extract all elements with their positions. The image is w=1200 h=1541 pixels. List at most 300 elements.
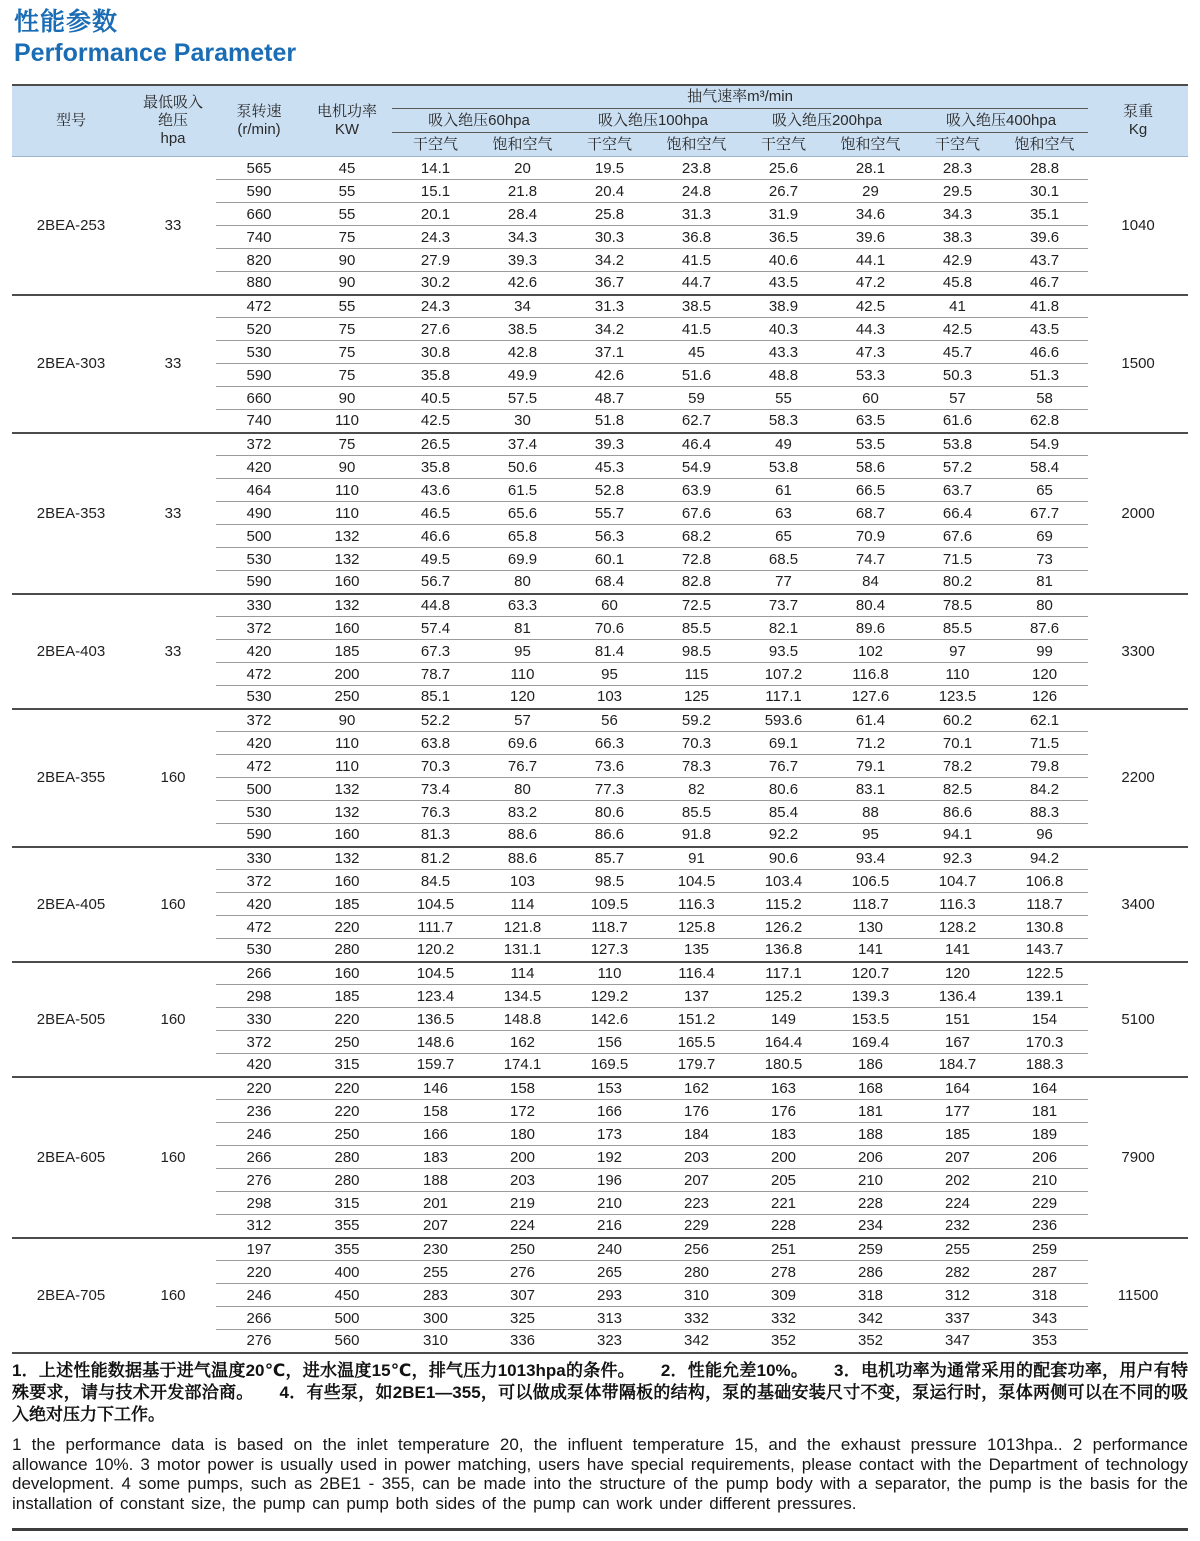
sat-200-cell: 206 — [827, 1146, 914, 1169]
sat-100-cell: 31.3 — [653, 203, 740, 226]
sat-100-cell: 256 — [653, 1238, 740, 1261]
dry-200-cell: 200 — [740, 1146, 827, 1169]
dry-400-cell: 38.3 — [914, 226, 1001, 249]
sat-100-cell: 45 — [653, 341, 740, 364]
dry-100-cell: 20.4 — [566, 180, 653, 203]
speed-cell: 266 — [216, 1307, 302, 1330]
dry-400-cell: 78.5 — [914, 594, 1001, 617]
sat-200-cell: 53.5 — [827, 433, 914, 456]
sat-400-cell: 62.1 — [1001, 709, 1088, 732]
speed-cell: 372 — [216, 709, 302, 732]
dry-400-cell: 337 — [914, 1307, 1001, 1330]
sat-200-cell: 127.6 — [827, 686, 914, 709]
dry-200-cell: 38.9 — [740, 295, 827, 318]
min-pressure-cell: 160 — [130, 709, 216, 847]
weight-cell: 2200 — [1088, 709, 1188, 847]
sat-100-cell: 78.3 — [653, 755, 740, 778]
sat-60-cell: 81 — [479, 617, 566, 640]
sat-400-cell: 287 — [1001, 1261, 1088, 1284]
dry-100-cell: 55.7 — [566, 502, 653, 525]
dry-200-cell: 115.2 — [740, 893, 827, 916]
power-cell: 75 — [302, 341, 392, 364]
speed-cell: 530 — [216, 548, 302, 571]
sat-60-cell: 121.8 — [479, 916, 566, 939]
dry-200-cell: 58.3 — [740, 410, 827, 433]
power-cell: 90 — [302, 249, 392, 272]
dry-400-cell: 184.7 — [914, 1054, 1001, 1077]
sat-400-cell: 130.8 — [1001, 916, 1088, 939]
dry-100-cell: 118.7 — [566, 916, 653, 939]
power-cell: 75 — [302, 318, 392, 341]
speed-cell: 420 — [216, 893, 302, 916]
dry-60-cell: 146 — [392, 1077, 479, 1100]
dry-200-cell: 251 — [740, 1238, 827, 1261]
speed-cell: 197 — [216, 1238, 302, 1261]
table-body — [12, 157, 1188, 1353]
sat-200-cell: 234 — [827, 1215, 914, 1238]
dry-200-cell: 309 — [740, 1284, 827, 1307]
dry-60-cell: 123.4 — [392, 985, 479, 1008]
power-cell: 55 — [302, 295, 392, 318]
speed-cell: 372 — [216, 433, 302, 456]
power-cell: 90 — [302, 456, 392, 479]
sat-200-cell: 153.5 — [827, 1008, 914, 1031]
sat-100-cell: 24.8 — [653, 180, 740, 203]
power-cell: 280 — [302, 1169, 392, 1192]
power-cell: 55 — [302, 180, 392, 203]
sat-60-cell: 172 — [479, 1100, 566, 1123]
min-pressure-cell: 160 — [130, 1238, 216, 1353]
dry-400-cell: 57.2 — [914, 456, 1001, 479]
sat-200-cell: 88 — [827, 801, 914, 824]
sat-100-cell: 104.5 — [653, 870, 740, 893]
sat-100-cell: 70.3 — [653, 732, 740, 755]
sat-400-cell: 318 — [1001, 1284, 1088, 1307]
sat-400-cell: 67.7 — [1001, 502, 1088, 525]
dry-100-cell: 42.6 — [566, 364, 653, 387]
power-cell: 110 — [302, 479, 392, 502]
sat-400-cell: 170.3 — [1001, 1031, 1088, 1054]
dry-400-cell: 42.9 — [914, 249, 1001, 272]
col-header-speed — [216, 85, 302, 157]
sat-60-cell: 69.6 — [479, 732, 566, 755]
dry-100-cell: 68.4 — [566, 571, 653, 594]
sat-200-cell: 47.3 — [827, 341, 914, 364]
dry-200-cell: 117.1 — [740, 962, 827, 985]
power-cell: 315 — [302, 1192, 392, 1215]
sat-60-cell: 203 — [479, 1169, 566, 1192]
speed-cell: 372 — [216, 1031, 302, 1054]
sat-100-cell: 51.6 — [653, 364, 740, 387]
dry-400-cell: 282 — [914, 1261, 1001, 1284]
dry-100-cell: 70.6 — [566, 617, 653, 640]
sat-200-cell: 169.4 — [827, 1031, 914, 1054]
dry-400-cell: 151 — [914, 1008, 1001, 1031]
power-cell: 185 — [302, 640, 392, 663]
sat-400-cell: 69 — [1001, 525, 1088, 548]
sat-400-cell: 143.7 — [1001, 939, 1088, 962]
dry-400-cell: 110 — [914, 663, 1001, 686]
dry-400-cell: 66.4 — [914, 502, 1001, 525]
speed-cell: 220 — [216, 1077, 302, 1100]
sat-60-cell: 50.6 — [479, 456, 566, 479]
sat-200-cell: 186 — [827, 1054, 914, 1077]
weight-cell: 7900 — [1088, 1077, 1188, 1238]
dry-200-cell: 36.5 — [740, 226, 827, 249]
sat-100-cell: 72.8 — [653, 548, 740, 571]
dry-60-cell: 20.1 — [392, 203, 479, 226]
sat-100-cell: 203 — [653, 1146, 740, 1169]
dry-400-cell: 57 — [914, 387, 1001, 410]
dry-400-cell: 45.8 — [914, 272, 1001, 295]
dry-60-cell: 148.6 — [392, 1031, 479, 1054]
sat-400-cell: 28.8 — [1029, 159, 1060, 177]
dry-100-cell: 51.8 — [566, 410, 653, 433]
sat-100-cell: 342 — [653, 1330, 740, 1353]
dry-60-cell: 81.2 — [392, 847, 479, 870]
dry-100-cell: 127.3 — [566, 939, 653, 962]
dry-200-cell: 40.3 — [740, 318, 827, 341]
speed-cell: 276 — [216, 1169, 302, 1192]
dry-400-cell: 60.2 — [914, 709, 1001, 732]
sat-400-cell: 96 — [1001, 824, 1088, 847]
dry-100-cell: 80.6 — [566, 801, 653, 824]
dry-60-cell: 300 — [392, 1307, 479, 1330]
dry-400-cell: 28.3 — [942, 159, 973, 177]
dry-60-cell: 255 — [392, 1261, 479, 1284]
col-header-min-pressure-line2: 绝压 — [157, 111, 188, 129]
dry-400-cell: 224 — [914, 1192, 1001, 1215]
sat-100-cell: 54.9 — [653, 456, 740, 479]
sat-200-cell: 60 — [827, 387, 914, 410]
sat-400-cell: 51.3 — [1001, 364, 1088, 387]
dry-100-cell: 216 — [566, 1215, 653, 1238]
sat-100-cell: 151.2 — [653, 1008, 740, 1031]
dry-100-cell: 103 — [566, 686, 653, 709]
dry-100-cell: 166 — [566, 1100, 653, 1123]
power-cell: 110 — [302, 732, 392, 755]
sat-200-cell: 141 — [827, 939, 914, 962]
model-cell: 2BEA-303 — [12, 295, 130, 433]
sat-60-cell: 34 — [479, 295, 566, 318]
dry-400-cell: 92.3 — [914, 847, 1001, 870]
dry-60-cell: 104.5 — [392, 962, 479, 985]
dry-60-cell: 30.8 — [392, 341, 479, 364]
speed-cell: 530 — [216, 341, 302, 364]
dry-60-cell: 63.8 — [392, 732, 479, 755]
sat-60-cell: 307 — [479, 1284, 566, 1307]
dry-200-cell: 176 — [740, 1100, 827, 1123]
dry-400-cell: 97 — [914, 640, 1001, 663]
dry-400-cell: 202 — [914, 1169, 1001, 1192]
sat-60-cell: 120 — [479, 686, 566, 709]
power-cell: 132 — [302, 594, 392, 617]
speed-cell: 266 — [216, 1146, 302, 1169]
dry-100-cell: 210 — [566, 1192, 653, 1215]
dry-100-cell: 39.3 — [566, 433, 653, 456]
speed-cell: 420 — [216, 1054, 302, 1077]
sat-200-cell: 63.5 — [827, 410, 914, 433]
sat-400-cell: 120 — [1001, 663, 1088, 686]
dry-200-cell: 90.6 — [740, 847, 827, 870]
sat-200-cell: 168 — [827, 1077, 914, 1100]
sat-100-cell: 59 — [653, 387, 740, 410]
bottom-divider — [12, 1528, 1188, 1531]
sat-200-cell: 102 — [827, 640, 914, 663]
dry-60-cell: 111.7 — [392, 916, 479, 939]
sat-400-cell: 58 — [1001, 387, 1088, 410]
power-cell: 355 — [302, 1215, 392, 1238]
sat-60-cell: 76.7 — [479, 755, 566, 778]
sat-400-cell: 84.2 — [1001, 778, 1088, 801]
sat-200-cell: 95 — [827, 824, 914, 847]
dry-200-cell: 107.2 — [740, 663, 827, 686]
sat-60-cell: 38.5 — [479, 318, 566, 341]
power-cell: 75 — [302, 433, 392, 456]
dry-60-cell: 283 — [392, 1284, 479, 1307]
sat-60-cell: 80 — [479, 778, 566, 801]
sat-60-cell: 39.3 — [479, 249, 566, 272]
sat-200-cell: 93.4 — [827, 847, 914, 870]
sat-200-cell: 181 — [827, 1100, 914, 1123]
dry-200-cell: 76.7 — [740, 755, 827, 778]
dry-400-cell: 123.5 — [914, 686, 1001, 709]
power-cell: 450 — [302, 1284, 392, 1307]
sat-100-cell: 179.7 — [653, 1054, 740, 1077]
dry-100-cell: 37.1 — [566, 341, 653, 364]
dry-60-cell: 35.8 — [392, 456, 479, 479]
dry-200-cell: 85.4 — [740, 801, 827, 824]
sat-400-cell: 259 — [1001, 1238, 1088, 1261]
speed-cell: 372 — [216, 617, 302, 640]
dry-100-cell: 110 — [566, 962, 653, 985]
dry-200-cell: 43.5 — [740, 272, 827, 295]
table-row — [12, 1238, 1188, 1261]
dry-200-cell: 25.6 — [768, 159, 799, 177]
table-row — [12, 1077, 1188, 1100]
sat-100-cell: 62.7 — [653, 410, 740, 433]
col-header-saturated-air: 饱和空气 — [1001, 133, 1088, 157]
speed-cell: 500 — [216, 778, 302, 801]
dry-400-cell: 85.5 — [914, 617, 1001, 640]
dry-200-cell: 61 — [740, 479, 827, 502]
sat-200-cell: 342 — [827, 1307, 914, 1330]
sat-200-cell: 39.6 — [827, 226, 914, 249]
col-header-weight-line2: Kg — [1128, 120, 1148, 138]
power-cell: 560 — [302, 1330, 392, 1353]
sat-100-cell: 135 — [653, 939, 740, 962]
dry-200-cell: 117.1 — [740, 686, 827, 709]
sat-100-cell: 310 — [653, 1284, 740, 1307]
sat-60-cell: 21.8 — [479, 180, 566, 203]
sat-400-cell: 154 — [1001, 1008, 1088, 1031]
dry-60-cell: 27.9 — [392, 249, 479, 272]
dry-60-cell: 44.8 — [392, 594, 479, 617]
dry-200-cell: 82.1 — [740, 617, 827, 640]
sat-60-cell: 174.1 — [479, 1054, 566, 1077]
sat-100-cell: 68.2 — [653, 525, 740, 548]
dry-100-cell: 169.5 — [566, 1054, 653, 1077]
sat-200-cell: 66.5 — [827, 479, 914, 502]
power-cell: 200 — [302, 663, 392, 686]
speed-cell: 740 — [216, 226, 302, 249]
dry-100-cell: 95 — [566, 663, 653, 686]
dry-100-cell: 81.4 — [566, 640, 653, 663]
table-header — [12, 85, 1188, 157]
dry-100-cell: 66.3 — [566, 732, 653, 755]
sat-100-cell: 91.8 — [653, 824, 740, 847]
speed-cell: 246 — [216, 1284, 302, 1307]
sat-60-cell: 63.3 — [479, 594, 566, 617]
sat-400-cell: 46.7 — [1001, 272, 1088, 295]
speed-cell: 246 — [216, 1123, 302, 1146]
sat-200-cell: 84 — [827, 571, 914, 594]
sat-200-cell: 34.6 — [827, 203, 914, 226]
dry-100-cell: 240 — [566, 1238, 653, 1261]
dry-400-cell: 347 — [914, 1330, 1001, 1353]
sat-200-cell: 139.3 — [827, 985, 914, 1008]
sat-200-cell: 80.4 — [827, 594, 914, 617]
speed-cell: 420 — [216, 732, 302, 755]
dry-400-cell: 104.7 — [914, 870, 1001, 893]
power-cell: 160 — [302, 617, 392, 640]
sat-60-cell: 65.8 — [479, 525, 566, 548]
sat-200-cell: 118.7 — [827, 893, 914, 916]
model-cell: 2BEA-605 — [12, 1077, 130, 1238]
power-cell: 250 — [302, 1031, 392, 1054]
dry-60-cell: 14.1 — [420, 159, 451, 177]
dry-100-cell: 323 — [566, 1330, 653, 1353]
sat-60-cell: 276 — [479, 1261, 566, 1284]
power-cell: 45 — [338, 159, 356, 177]
sat-60-cell: 34.3 — [479, 226, 566, 249]
sat-100-cell: 82.8 — [653, 571, 740, 594]
speed-cell: 372 — [216, 870, 302, 893]
dry-100-cell: 56 — [566, 709, 653, 732]
sat-60-cell: 57 — [479, 709, 566, 732]
sat-400-cell: 126 — [1001, 686, 1088, 709]
sat-400-cell: 122.5 — [1001, 962, 1088, 985]
dry-60-cell: 85.1 — [392, 686, 479, 709]
dry-60-cell: 43.6 — [392, 479, 479, 502]
sat-200-cell: 44.1 — [827, 249, 914, 272]
dry-60-cell: 73.4 — [392, 778, 479, 801]
sat-200-cell: 210 — [827, 1169, 914, 1192]
sat-400-cell: 35.1 — [1001, 203, 1088, 226]
dry-400-cell: 71.5 — [914, 548, 1001, 571]
weight-cell: 1500 — [1088, 295, 1188, 433]
sat-100-cell: 223 — [653, 1192, 740, 1215]
dry-60-cell: 188 — [392, 1169, 479, 1192]
sat-100-cell: 125 — [653, 686, 740, 709]
speed-cell: 530 — [216, 939, 302, 962]
speed-cell: 660 — [216, 203, 302, 226]
sat-200-cell: 352 — [827, 1330, 914, 1353]
dry-200-cell: 48.8 — [740, 364, 827, 387]
speed-cell: 330 — [216, 594, 302, 617]
sat-200-cell: 42.5 — [827, 295, 914, 318]
dry-200-cell: 69.1 — [740, 732, 827, 755]
col-header-speed-line2: (r/min) — [237, 120, 281, 138]
power-cell: 90 — [302, 272, 392, 295]
dry-200-cell: 352 — [740, 1330, 827, 1353]
dry-60-cell: 201 — [392, 1192, 479, 1215]
speed-cell: 500 — [216, 525, 302, 548]
dry-60-cell: 158 — [392, 1100, 479, 1123]
sat-100-cell: 229 — [653, 1215, 740, 1238]
dry-400-cell: 167 — [914, 1031, 1001, 1054]
sat-60-cell: 224 — [479, 1215, 566, 1238]
sat-200-cell: 61.4 — [827, 709, 914, 732]
dry-60-cell: 24.3 — [392, 226, 479, 249]
sat-60-cell: 158 — [479, 1077, 566, 1100]
dry-60-cell: 159.7 — [392, 1054, 479, 1077]
dry-400-cell: 255 — [914, 1238, 1001, 1261]
power-cell: 400 — [302, 1261, 392, 1284]
speed-cell: 472 — [216, 663, 302, 686]
sat-60-cell: 110 — [479, 663, 566, 686]
sat-100-cell: 176 — [653, 1100, 740, 1123]
sat-100-cell: 67.6 — [653, 502, 740, 525]
dry-200-cell: 68.5 — [740, 548, 827, 571]
sat-400-cell: 139.1 — [1001, 985, 1088, 1008]
speed-cell: 236 — [216, 1100, 302, 1123]
table-row — [12, 962, 1188, 985]
table-row — [12, 295, 1188, 318]
sat-400-cell: 43.7 — [1001, 249, 1088, 272]
sat-100-cell: 46.4 — [653, 433, 740, 456]
power-cell: 185 — [302, 985, 392, 1008]
sat-100-cell: 36.8 — [653, 226, 740, 249]
speed-cell: 472 — [216, 916, 302, 939]
col-header-power-line1: 电机功率 — [316, 103, 377, 121]
sat-400-cell: 54.9 — [1001, 433, 1088, 456]
dry-400-cell: 80.2 — [914, 571, 1001, 594]
dry-200-cell: 77 — [740, 571, 827, 594]
power-cell: 132 — [302, 801, 392, 824]
power-cell: 90 — [302, 387, 392, 410]
dry-400-cell: 45.7 — [914, 341, 1001, 364]
col-header-pressure-100hpa: 吸入绝压100hpa — [566, 109, 740, 133]
sat-400-cell: 87.6 — [1001, 617, 1088, 640]
col-header-weight — [1088, 85, 1188, 157]
col-header-saturated-air: 饱和空气 — [479, 133, 566, 157]
sat-60-cell: 148.8 — [479, 1008, 566, 1031]
speed-cell: 220 — [216, 1261, 302, 1284]
dry-200-cell: 49 — [740, 433, 827, 456]
col-header-min-pressure-line3: hpa — [160, 129, 186, 147]
dry-100-cell: 30.3 — [566, 226, 653, 249]
col-header-model: 型号 — [12, 85, 130, 157]
sat-400-cell: 58.4 — [1001, 456, 1088, 479]
sat-400-cell: 99 — [1001, 640, 1088, 663]
min-pressure-cell: 33 — [130, 594, 216, 709]
sat-200-cell: 28.1 — [855, 159, 886, 177]
dry-400-cell: 29.5 — [914, 180, 1001, 203]
col-header-min-pressure — [130, 85, 216, 157]
sat-100-cell: 116.4 — [653, 962, 740, 985]
speed-cell: 520 — [216, 318, 302, 341]
sat-400-cell: 30.1 — [1001, 180, 1088, 203]
sat-400-cell: 73 — [1001, 548, 1088, 571]
col-header-saturated-air: 饱和空气 — [653, 133, 740, 157]
power-cell: 185 — [302, 893, 392, 916]
dry-60-cell: 76.3 — [392, 801, 479, 824]
dry-400-cell: 185 — [914, 1123, 1001, 1146]
dry-200-cell: 136.8 — [740, 939, 827, 962]
sat-400-cell: 164 — [1001, 1077, 1088, 1100]
dry-60-cell: 30.2 — [392, 272, 479, 295]
